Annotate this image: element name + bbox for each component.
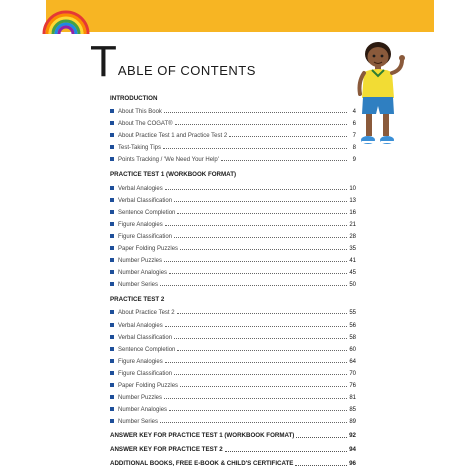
- toc-entry[interactable]: [110, 241, 356, 253]
- entry-page: 16: [349, 209, 356, 216]
- rainbow-icon: [42, 0, 90, 36]
- entry-label: Figure Analogies: [118, 358, 163, 365]
- toc-entry[interactable]: [110, 128, 356, 140]
- bullet-icon: [110, 145, 114, 149]
- dot-leader: [180, 249, 347, 250]
- bullet-icon: [110, 371, 114, 375]
- toc-entry[interactable]: [110, 116, 356, 128]
- bullet-icon: [110, 407, 114, 411]
- bullet-icon: [110, 395, 114, 399]
- bullet-icon: [110, 258, 114, 262]
- dot-leader: [295, 459, 347, 466]
- toc-entry[interactable]: [110, 229, 356, 241]
- dot-leader: [165, 362, 347, 363]
- dot-leader: [160, 422, 347, 423]
- entry-page: 9: [352, 157, 356, 164]
- page-title: [90, 37, 256, 86]
- toc-entry[interactable]: [110, 317, 356, 329]
- toc-entry[interactable]: [110, 378, 356, 390]
- toc-entry-additional-books[interactable]: ADDITIONAL BOOKS, FREE E-BOOK & CHILD'S CERTIFICATE 96: [110, 460, 356, 468]
- bullet-icon: [110, 121, 114, 125]
- entry-page: 21: [349, 221, 356, 228]
- toc-entry[interactable]: [110, 205, 356, 217]
- entry-label: Number Analogies: [118, 407, 168, 414]
- toc-entry[interactable]: [110, 354, 356, 366]
- section-heading-practice-test-1: PRACTICE TEST 1 (WORKBOOK FORMAT): [110, 171, 237, 179]
- entry-label: About Practice Test 1 and Practice Test 2: [118, 133, 228, 140]
- entry-label: Paper Folding Puzzles: [118, 382, 179, 389]
- entry-page: 7: [352, 133, 356, 140]
- dot-leader: [169, 273, 347, 274]
- entry-label: Points Tracking / 'We Need Your Help': [118, 157, 219, 164]
- entry-label: Figure Classification: [118, 370, 173, 377]
- entry-label: Verbal Classification: [118, 334, 173, 341]
- bullet-icon: [110, 347, 114, 351]
- toc-entry[interactable]: [110, 193, 356, 205]
- dot-leader: [174, 374, 347, 375]
- bullet-icon: [110, 198, 114, 202]
- dot-leader: [164, 398, 347, 399]
- toc-entry[interactable]: [110, 277, 356, 289]
- dot-leader: [169, 410, 347, 411]
- bullet-icon: [110, 186, 114, 190]
- entry-label: Number Analogies: [118, 270, 168, 277]
- dot-leader: [221, 160, 347, 161]
- section-heading-practice-test-2: PRACTICE TEST 2: [110, 296, 165, 304]
- entry-page: 85: [349, 407, 356, 414]
- entry-label: Figure Analogies: [118, 221, 163, 228]
- entry-label: Number Series: [118, 419, 159, 426]
- toc-entry[interactable]: [110, 366, 356, 378]
- entry-label: Number Series: [118, 282, 159, 289]
- entry-page: 41: [349, 258, 356, 265]
- entry-page: 8: [352, 145, 356, 152]
- entry-label: Verbal Analogies: [118, 322, 163, 329]
- bullet-icon: [110, 419, 114, 423]
- entry-page: 4: [352, 109, 356, 116]
- dot-leader: [177, 213, 347, 214]
- bullet-icon: [110, 157, 114, 161]
- dot-leader: [177, 350, 347, 351]
- entry-label: Sentence Completion: [118, 346, 176, 353]
- bullet-icon: [110, 133, 114, 137]
- bullet-icon: [110, 222, 114, 226]
- toc-entry[interactable]: [110, 152, 356, 164]
- entry-page: 64: [349, 358, 356, 365]
- toc-entry[interactable]: [110, 390, 356, 402]
- bullet-icon: [110, 246, 114, 250]
- entry-page: 58: [349, 334, 356, 341]
- dot-leader: [165, 326, 347, 327]
- toc-entry[interactable]: [110, 180, 356, 192]
- bullet-icon: [110, 359, 114, 363]
- dot-leader: [160, 285, 347, 286]
- toc-entry-answer-key-1[interactable]: ANSWER KEY FOR PRACTICE TEST 1 (WORKBOOK FORMAT) 92: [110, 432, 356, 440]
- header-band: [46, 0, 434, 32]
- dot-leader: [174, 201, 347, 202]
- entry-page: 60: [349, 346, 356, 353]
- dot-leader: [164, 261, 347, 262]
- toc-entry-answer-key-2[interactable]: ANSWER KEY FOR PRACTICE TEST 2 94: [110, 446, 356, 454]
- toc-entry[interactable]: [110, 342, 356, 354]
- section-heading-introduction: INTRODUCTION: [110, 95, 158, 102]
- bullet-icon: [110, 210, 114, 214]
- title-rest: ABLE OF CONTENTS: [117, 63, 256, 78]
- dot-leader: [229, 136, 347, 137]
- dot-leader: [165, 225, 347, 226]
- bullet-icon: [110, 335, 114, 339]
- entry-label: Paper Folding Puzzles: [118, 246, 179, 253]
- entry-page: 50: [349, 282, 356, 289]
- dot-leader: [296, 431, 347, 438]
- dot-leader: [174, 237, 347, 238]
- toc-entry[interactable]: [110, 305, 356, 317]
- entry-label: Verbal Analogies: [118, 185, 163, 192]
- toc-entry[interactable]: [110, 140, 356, 152]
- entry-page: 35: [349, 246, 356, 253]
- toc-entry[interactable]: [110, 265, 356, 277]
- entry-page: 55: [349, 310, 356, 317]
- entry-page: 70: [349, 370, 356, 377]
- dot-leader: [177, 313, 347, 314]
- entry-label: Number Puzzles: [118, 395, 163, 402]
- entry-page: 13: [349, 197, 356, 204]
- bullet-icon: [110, 234, 114, 238]
- entry-label: About The COGAT®: [118, 121, 173, 128]
- toc-entry[interactable]: [110, 217, 356, 229]
- entry-page: 6: [352, 121, 356, 128]
- entry-label: Verbal Classification: [118, 197, 173, 204]
- entry-page: 89: [349, 419, 356, 426]
- dot-leader: [174, 338, 347, 339]
- toc-entry[interactable]: [110, 253, 356, 265]
- boy-illustration: [350, 40, 406, 150]
- dot-leader: [175, 124, 347, 125]
- dot-leader: [164, 112, 347, 113]
- entry-label: Test-Taking Tips: [118, 145, 162, 152]
- entry-page: 10: [349, 185, 356, 192]
- table-of-contents: [110, 92, 356, 469]
- bullet-icon: [110, 109, 114, 113]
- bullet-icon: [110, 383, 114, 387]
- dot-leader: [225, 445, 347, 452]
- entry-page: 76: [349, 382, 356, 389]
- entry-label: About Practice Test 2: [118, 310, 175, 317]
- entry-label: Sentence Completion: [118, 209, 176, 216]
- entry-page: 56: [349, 322, 356, 329]
- toc-entry[interactable]: [110, 402, 356, 414]
- toc-entry[interactable]: [110, 330, 356, 342]
- toc-entry[interactable]: [110, 104, 356, 116]
- entry-page: 45: [349, 270, 356, 277]
- dot-leader: [165, 189, 347, 190]
- bullet-icon: [110, 270, 114, 274]
- entry-label: About This Book: [118, 109, 162, 116]
- bullet-icon: [110, 310, 114, 314]
- dot-leader: [163, 148, 347, 149]
- entry-page: 81: [349, 395, 356, 402]
- bullet-icon: [110, 323, 114, 327]
- bullet-icon: [110, 282, 114, 286]
- entry-label: Number Puzzles: [118, 258, 163, 265]
- entry-label: Figure Classification: [118, 233, 173, 240]
- toc-entry[interactable]: [110, 414, 356, 426]
- dot-leader: [180, 386, 347, 387]
- title-initial: T: [90, 37, 117, 86]
- entry-page: 28: [349, 233, 356, 240]
